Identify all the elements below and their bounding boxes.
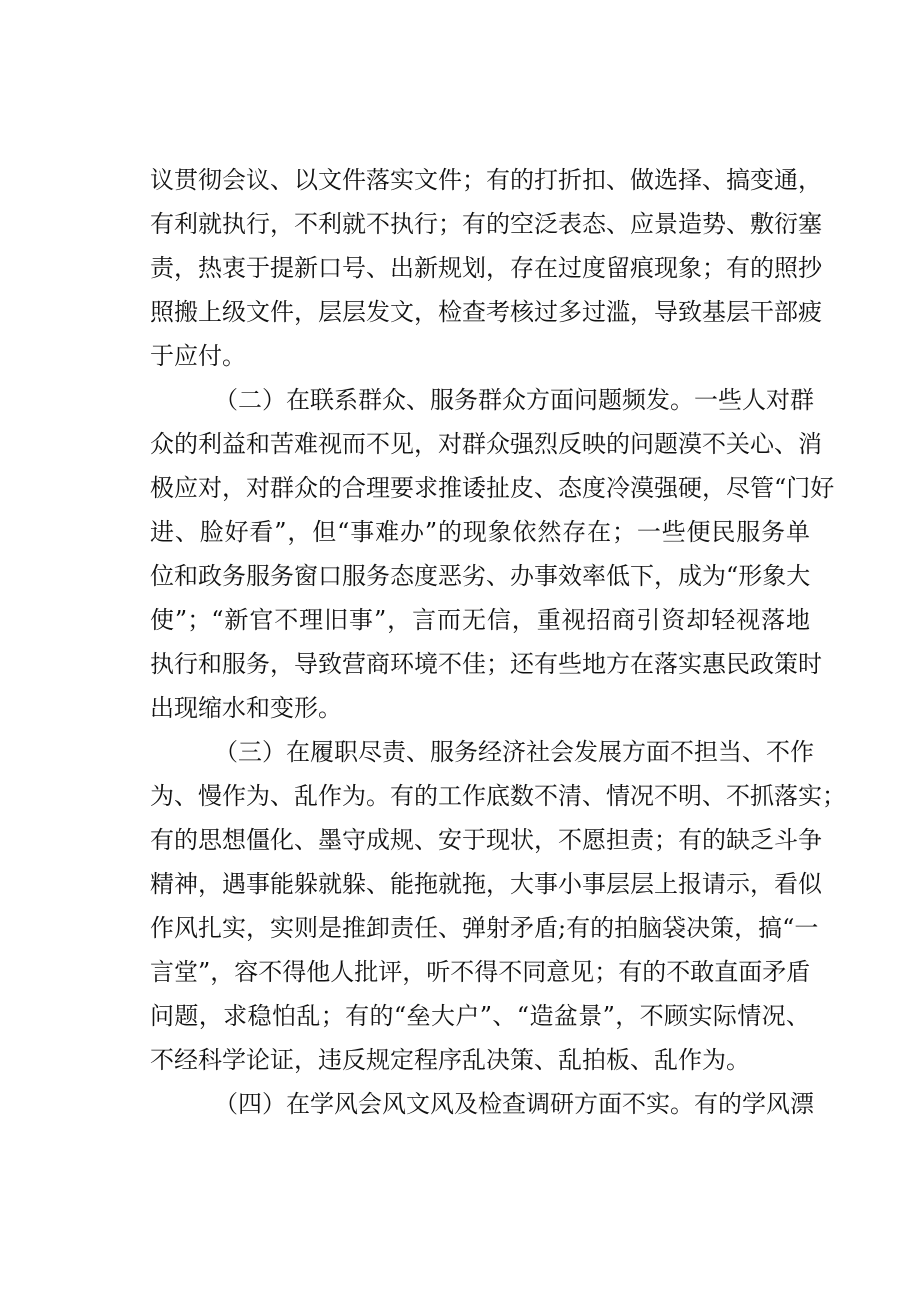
text-line: 进、脸好看”，但“事难办”的现象依然存在；一些便民服务单 — [150, 518, 810, 546]
text-line: 有的思想僵化、墨守成规、安于现状，不愿担责；有的缺乏斗争 — [150, 826, 822, 854]
text-line: 议贯彻会议、以文件落实文件；有的打折扣、做选择、搞变通， — [150, 166, 822, 194]
text-line: 众的利益和苦难视而不见，对群众强烈反映的问题漠不关心、消 — [150, 430, 822, 458]
text-line: 照搬上级文件，层层发文，检查考核过多过滥，导致基层干部疲 — [150, 298, 822, 326]
text-line: 精神，遇事能躲就躲、能拖就拖，大事小事层层上报请示，看似 — [150, 870, 822, 898]
text-line: 执行和服务，导致营商环境不佳；还有些地方在落实惠民政策时 — [150, 650, 822, 678]
text-line: 于应付。 — [150, 342, 246, 370]
text-line: 有利就执行，不利就不执行；有的空泛表态、应景造势、敷衍塞 — [150, 210, 822, 238]
paragraph-heading-2: （二）在联系群众、服务群众方面问题频发。一些人对群 — [214, 386, 814, 414]
text-line: 出现缩水和变形。 — [150, 694, 342, 722]
text-line: 责，热衷于提新口号、出新规划，存在过度留痕现象；有的照抄 — [150, 254, 822, 282]
text-line: 不经科学论证，违反规定程序乱决策、乱拍板、乱作为。 — [150, 1046, 750, 1074]
text-line: 使”；“新官不理旧事”，言而无信，重视招商引资却轻视落地 — [150, 606, 810, 634]
text-line: 言堂”，容不得他人批评，听不得不同意见；有的不敢直面矛盾 — [150, 958, 811, 986]
paragraph-heading-4: （四）在学风会风文风及检查调研方面不实。有的学风漂 — [214, 1090, 814, 1118]
text-line: 问题，求稳怕乱；有的“垒大户”、“造盆景”，不顾实际情况、 — [150, 1002, 810, 1030]
text-line: 极应对，对群众的合理要求推诿扯皮、态度冷漠强硬，尽管“门好 — [150, 474, 835, 502]
text-line: 位和政务服务窗口服务态度恶劣、办事效率低下，成为“形象大 — [150, 562, 811, 590]
text-line: 作风扎实，实则是推卸责任、弹射矛盾;有的拍脑袋决策，搞“一 — [150, 914, 819, 942]
text-line: 为、慢作为、乱作为。有的工作底数不清、情况不明、不抓落实； — [150, 782, 846, 810]
paragraph-heading-3: （三）在履职尽责、服务经济社会发展方面不担当、不作 — [214, 738, 814, 766]
